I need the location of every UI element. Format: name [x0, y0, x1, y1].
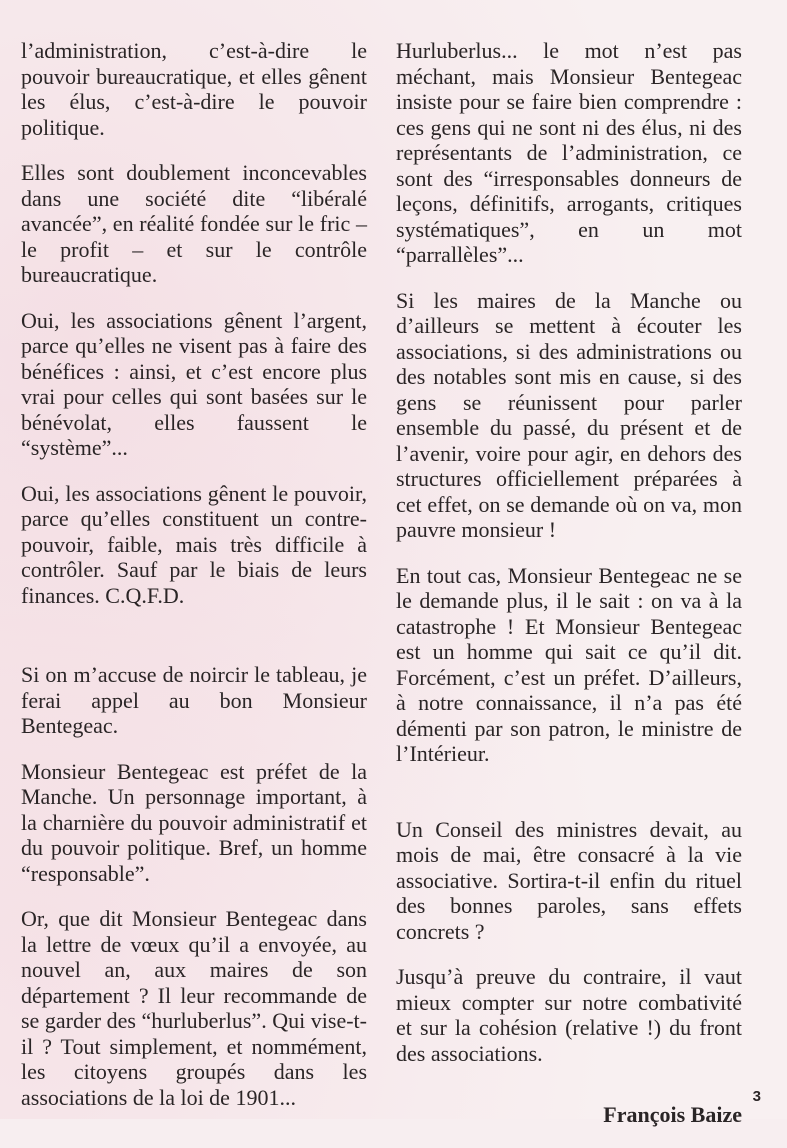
paragraph: Oui, les associations gênent le pouvoir, parce qu’elles constituent un contre-pouvoir, faible, mais très difficile à contrôler. Sauf par le biais de leurs finances. C.Q.F.D. [21, 480, 367, 608]
page-number: 3 [752, 1088, 761, 1105]
left-column [21, 38, 367, 1130]
paragraph: l’administration, c’est-à-dire le pouvoir bureaucratique, et elles gênent les élus, c’est-à-dire le pouvoir politique. [21, 38, 367, 140]
paragraph: En tout cas, Monsieur Bentegeac ne se le demande plus, il le sait : on va à la catastrophe ! Et Monsieur Bentegeac est un homme qui sait ce qu’il dit. Forcément, c’est un préfet. D’ailleurs, à notre connaissance, il n’a pas été démenti par son patron, le ministre de l’Intérieur. [396, 562, 742, 766]
paragraph: Si on m’accuse de noircir le tableau, je ferai appel au bon Monsieur Bentegeac. [21, 662, 367, 738]
paragraph: Un Conseil des ministres devait, au mois de mai, être consacré à la vie associative. Sortira-t-il enfin du rituel des bonnes paroles, sans effets concrets ? [396, 816, 742, 944]
paragraph: Elles sont doublement inconcevables dans une société dite “libéralé avancée”, en réalité fondée sur le fric – le profit – et sur le contrôle bureaucratique. [21, 160, 367, 287]
paragraph: Hurluberlus... le mot n’est pas méchant, mais Monsieur Bentegeac insiste pour se faire bien comprendre : ces gens qui ne sont ni des élus, ni des représentants de l’administration, ce sont des “irresponsables donneurs de leçons, définitifs, arrogants, critiques systématiques”, en un mot “parrallèles”... [396, 38, 742, 267]
right-column [396, 38, 742, 1148]
paragraph: Monsieur Bentegeac est préfet de la Manche. Un personnage important, à la charnière du pouvoir administratif et du pouvoir politique. Bref, un homme “responsable”. [21, 758, 367, 886]
author-signature: François Baize [603, 1102, 742, 1127]
paragraph: Si les maires de la Manche ou d’ailleurs se mettent à écouter les associations, si des administrations ou des notables sont mis en cause, si des gens se réunissent pour parler ensemble du passé, du présent et de l’avenir, voire pour agir, en dehors des structures officiellement préparées à cet effet, on se demande où on va, mon pauvre monsieur ! [396, 287, 742, 542]
paragraph: Jusqu’à preuve du contraire, il vaut mieux compter sur notre combativité et sur la cohésion (relative !) du front des associations. [396, 964, 742, 1066]
paragraph: Oui, les associations gênent l’argent, parce qu’elles ne visent pas à faire des bénéfices : ainsi, et c’est encore plus vrai pour celles qui sont basées sur le bénévolat, elles faussent le “système”... [21, 307, 367, 460]
paragraph: Or, que dit Monsieur Bentegeac dans la lettre de vœux qu’il a envoyée, au nouvel an, aux maires de son département ? Il leur recommande de se garder des “hurluberlus”. Qui vise-t-il ? Tout simplement, et nommément, les citoyens groupés dans les associations de la loi de 1901... [21, 906, 367, 1110]
